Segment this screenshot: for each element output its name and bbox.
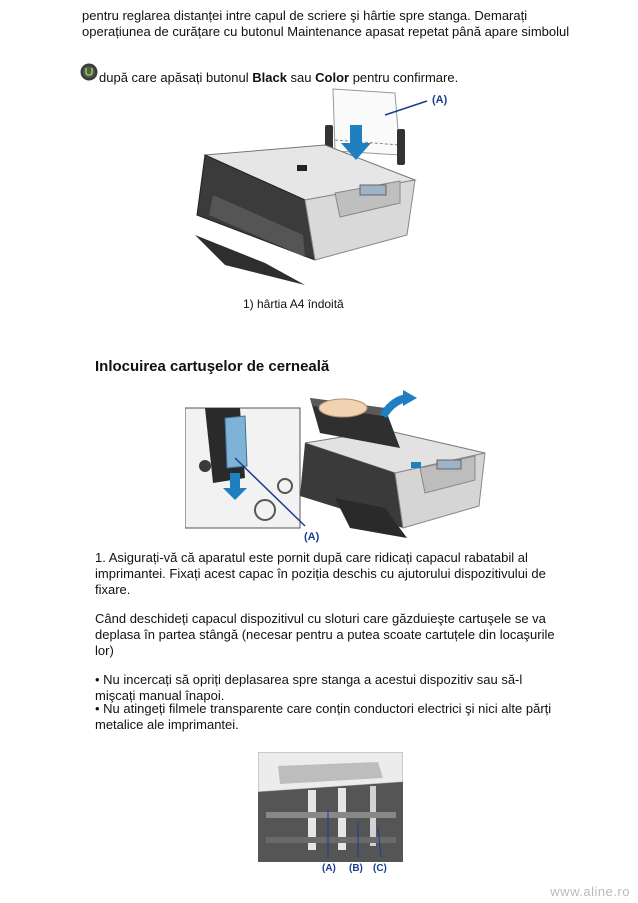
figure1-caption: 1) hârtia A4 îndoită xyxy=(243,297,344,311)
section-heading: Inlocuirea cartuşelor de cerneală xyxy=(95,358,330,375)
open-printer-illustration xyxy=(185,388,495,543)
paragraph-warning-2: • Nu atingeți filmele transparente care conțin conductori electrici şi nici alte părți metalice ale imprimantei. xyxy=(95,701,552,732)
intro-sau: sau xyxy=(286,70,316,85)
printer-paper-illustration xyxy=(185,85,455,285)
intro-line-3 xyxy=(99,70,458,86)
paragraph-step-1: 1. Asigurați-vă că aparatul este pornit după care ridicați capacul rabatabil al imprimantei. Fixați acest capac în poziția deschis cu ajutorului dispozitivului de fixare. xyxy=(95,550,546,597)
paragraph-warning-1: • Nu incercați să opriți deplasarea spre stanga a acestui dispozitiv sau să-l mişcați manual înapoi. xyxy=(95,672,523,703)
intro-line-1: pentru reglarea distanței intre capul de scriere şi hârtie spre stanga. Demarați xyxy=(82,8,528,23)
figure3-label-a: (A) xyxy=(322,863,336,874)
watermark: www.aline.ro xyxy=(550,884,630,899)
paragraph-cartridge-slot: Când deschideți capacul dispozitivul cu sloturi care găzduieşte cartuşele se va deplasa în partea stângă (necesar pentru a putea scoate cartuțele din locaşurile lor) xyxy=(95,611,555,658)
figure3-label-c: (C) xyxy=(373,863,387,874)
cartridge-holder-illustration xyxy=(258,752,403,862)
figure3-label-b: (B) xyxy=(349,863,363,874)
intro-line3-pre: după care apăsați butonul xyxy=(99,70,253,85)
black-button-label: Black xyxy=(252,70,287,85)
intro-text xyxy=(82,8,622,40)
intro-line-2: operațiunea de curățare cu butonul Maintenance apasat repetat până apare simbolul xyxy=(82,24,570,39)
figure2-label-a: (A) xyxy=(304,531,320,543)
intro-line3-post: pentru confirmare. xyxy=(349,70,459,85)
figure1-label-a: (A) xyxy=(432,94,448,106)
maintenance-icon xyxy=(80,63,98,81)
color-button-label: Color xyxy=(315,70,350,85)
